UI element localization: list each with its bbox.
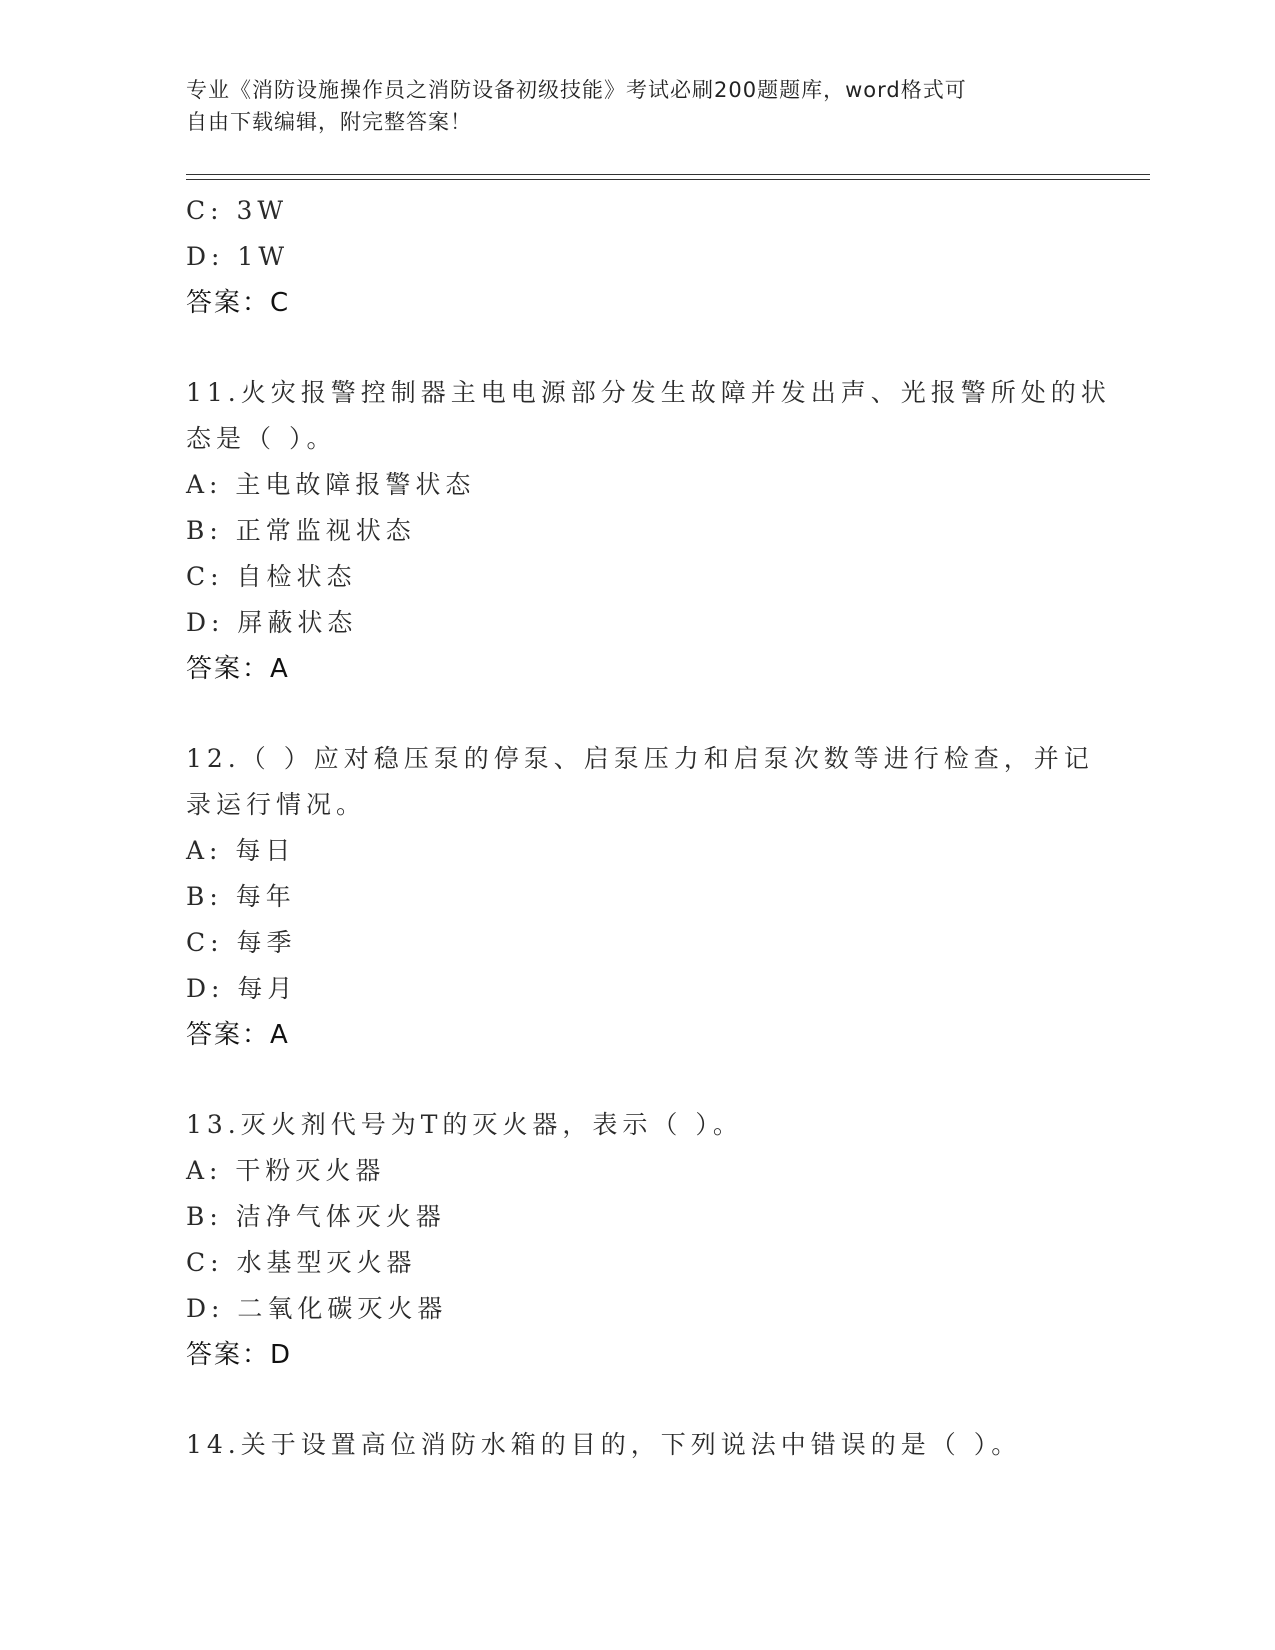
option-c: C: 3W — [186, 196, 289, 225]
header-line-2: 自由下载编辑，附完整答案！ — [186, 110, 472, 134]
option-d: D: 每月 — [186, 974, 298, 1003]
header-line-1: 专业《消防设施操作员之消防设备初级技能》考试必刷200题题库，word格式可 — [186, 78, 967, 102]
answer-line: 答案：A — [186, 654, 290, 684]
question-stem: 录运行情况。 — [186, 790, 367, 819]
question-13 — [186, 1102, 1086, 1378]
option-d: D: 二氧化碳灭火器 — [186, 1294, 448, 1323]
option-b: B: 洁净气体灭火器 — [186, 1202, 446, 1231]
question-14 — [186, 1422, 1086, 1468]
option-b: B: 正常监视状态 — [186, 516, 416, 545]
document-body — [186, 188, 1111, 1468]
option-a: A: 干粉灭火器 — [186, 1156, 386, 1185]
question-10-tail — [186, 188, 1086, 326]
document-header — [186, 74, 1066, 138]
answer-line: 答案：A — [186, 1020, 290, 1050]
option-c: C: 自检状态 — [186, 562, 357, 591]
question-stem: 11.火灾报警控制器主电电源部分发生故障并发出声、光报警所处的状 — [186, 378, 1111, 407]
option-c: C: 水基型灭火器 — [186, 1248, 417, 1277]
header-divider-top — [186, 174, 1150, 175]
question-stem: 12.（ ）应对稳压泵的停泵、启泵压力和启泵次数等进行检查，并记 — [186, 744, 1094, 773]
spacer — [186, 1058, 1086, 1102]
question-stem: 态是（ ）。 — [186, 424, 337, 453]
question-11 — [186, 370, 1111, 692]
question-stem: 13.灭火剂代号为T的灭火器，表示（ ）。 — [186, 1110, 743, 1139]
option-b: B: 每年 — [186, 882, 296, 911]
option-c: C: 每季 — [186, 928, 297, 957]
answer-line: 答案：D — [186, 1340, 293, 1370]
header-divider-bottom — [186, 179, 1150, 180]
answer-line: 答案：C — [186, 288, 291, 318]
question-12 — [186, 736, 1094, 1058]
option-d: D: 屏蔽状态 — [186, 608, 358, 637]
option-a: A: 主电故障报警状态 — [186, 470, 476, 499]
spacer — [186, 326, 1086, 370]
question-stem: 14.关于设置高位消防水箱的目的，下列说法中错误的是（ ）。 — [186, 1430, 1022, 1459]
spacer — [186, 692, 1086, 736]
option-a: A: 每日 — [186, 836, 296, 865]
spacer — [186, 1378, 1086, 1422]
option-d: D: 1W — [186, 242, 290, 271]
